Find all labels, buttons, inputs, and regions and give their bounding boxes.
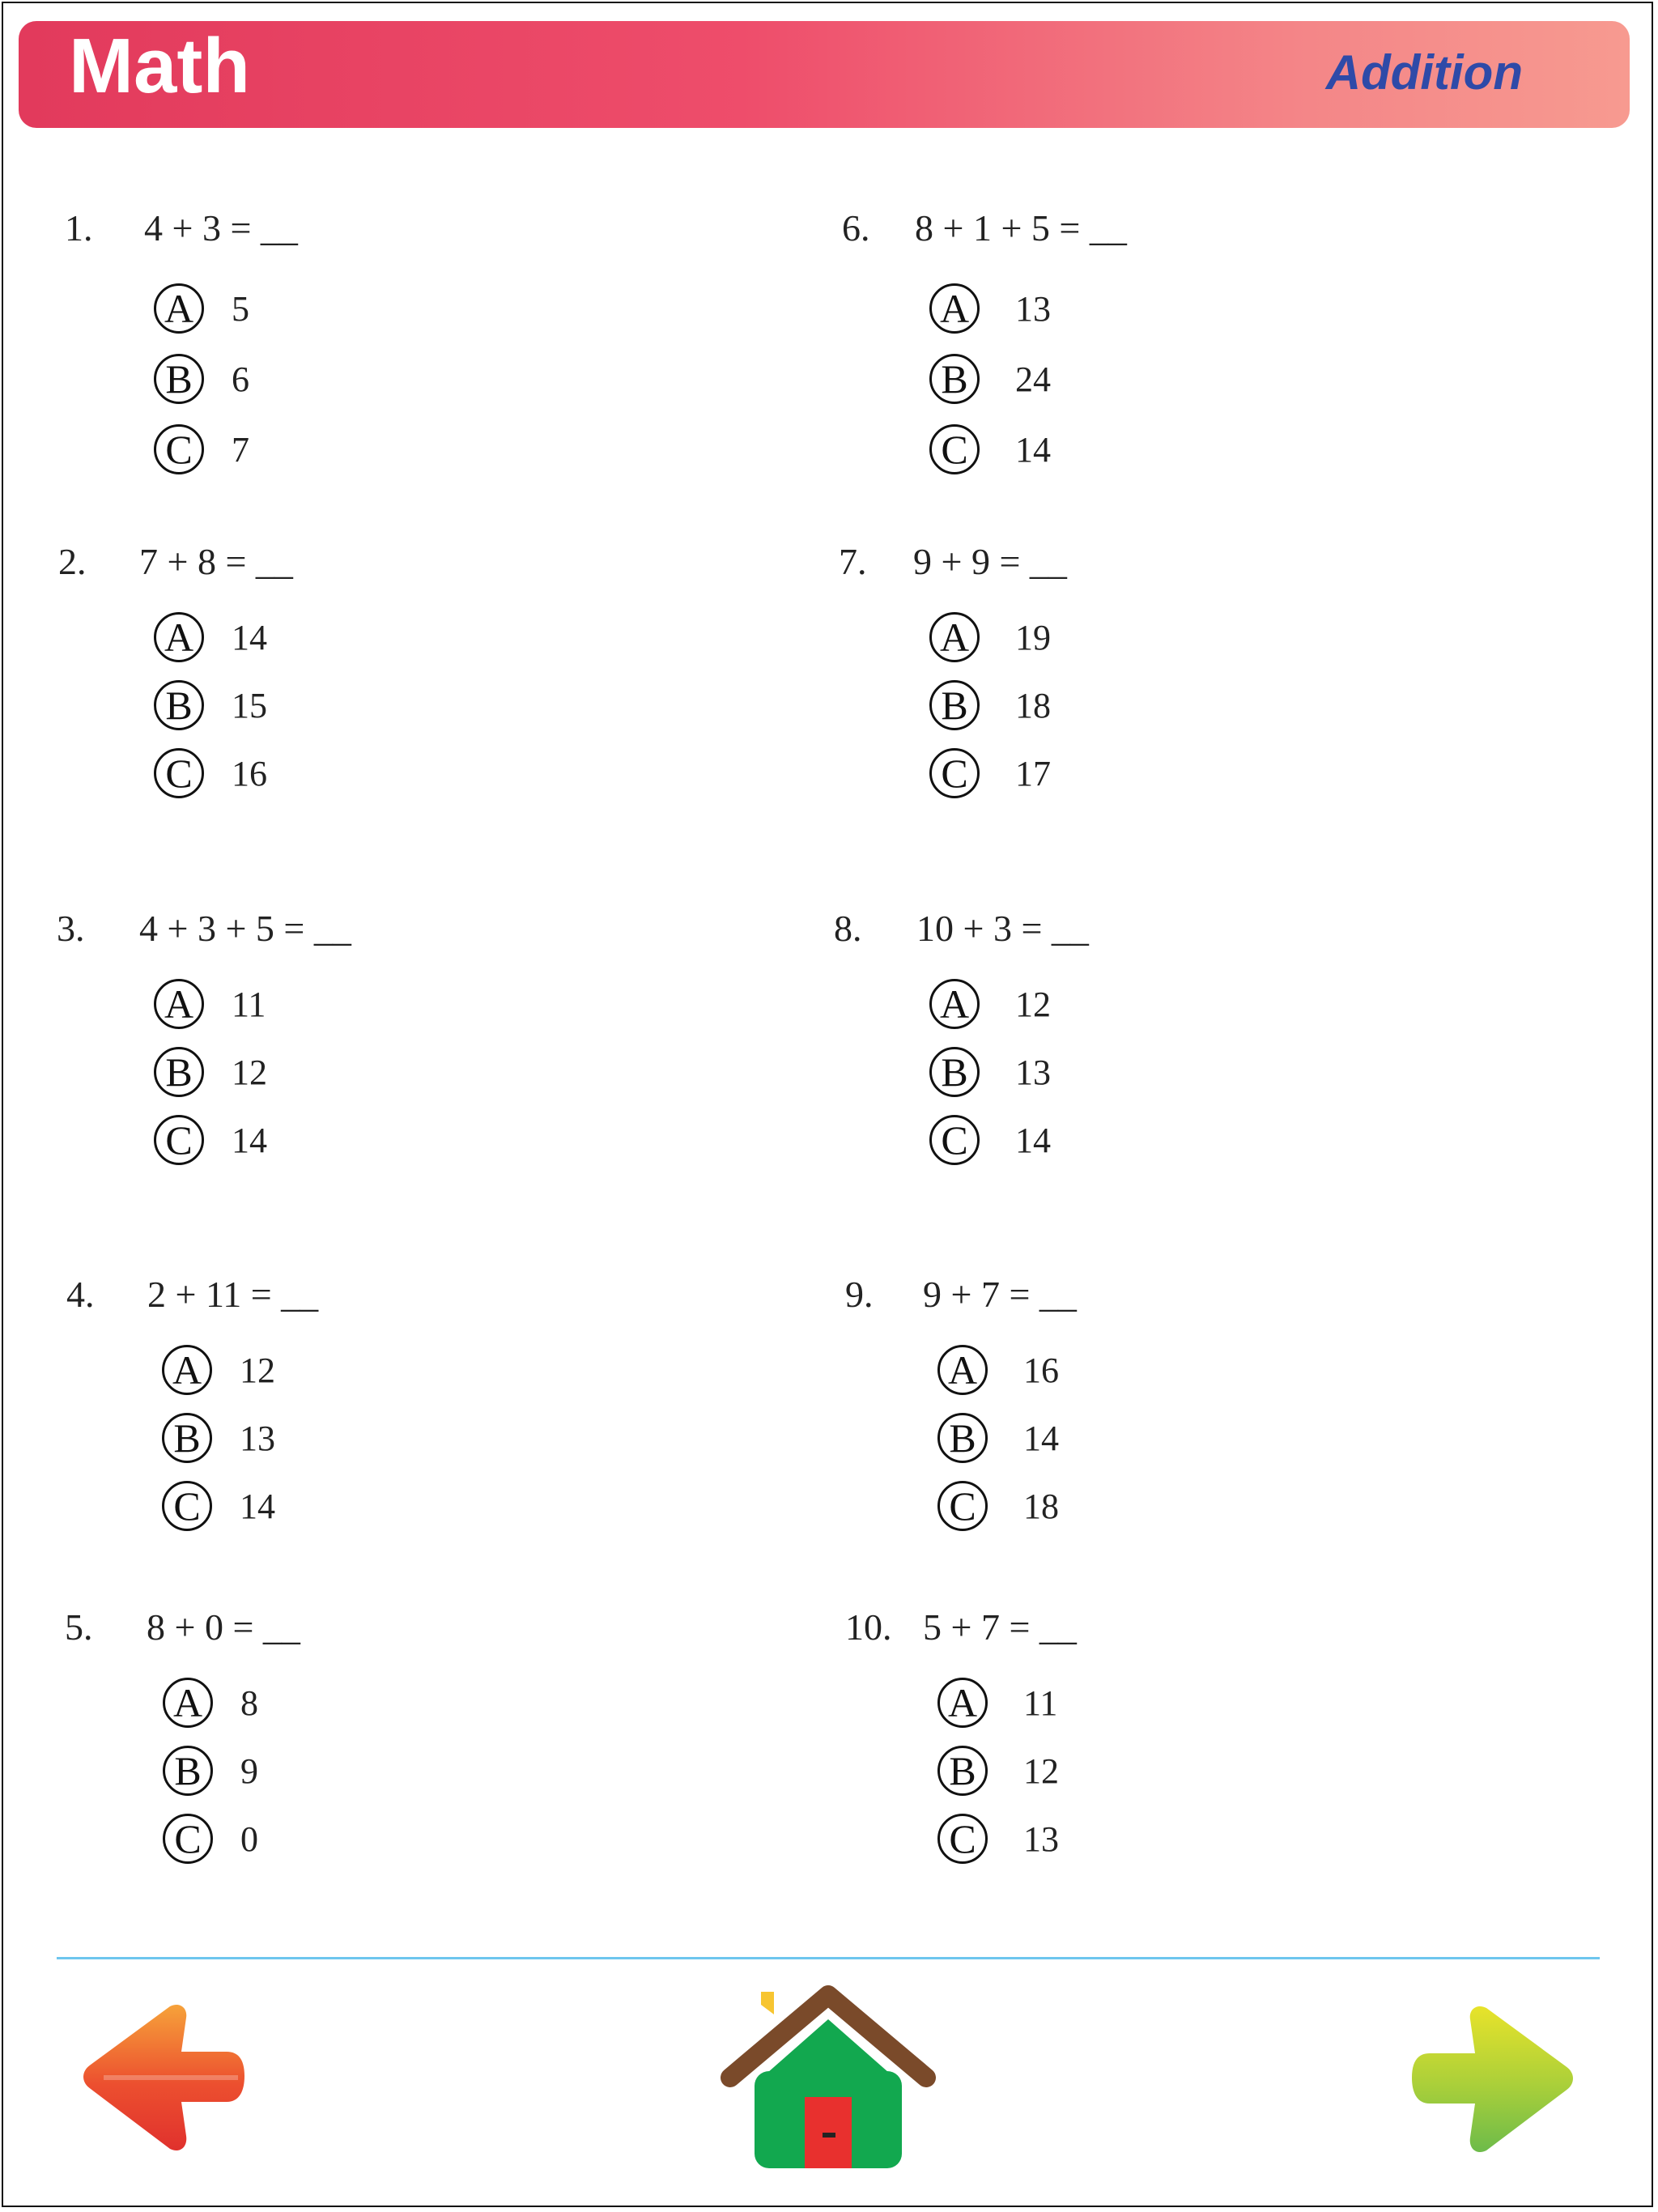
- back-button[interactable]: [79, 1998, 246, 2157]
- option-bubble[interactable]: B: [929, 354, 980, 404]
- option-a[interactable]: [929, 279, 1051, 338]
- question-stem: [839, 540, 1067, 583]
- option-bubble[interactable]: A: [154, 283, 204, 334]
- option-c[interactable]: [929, 1111, 1051, 1169]
- question-stem: [66, 1273, 318, 1316]
- option-bubble[interactable]: A: [937, 1345, 988, 1395]
- question-expression: 5 + 7 = __: [923, 1606, 1077, 1648]
- option-bubble[interactable]: A: [163, 1678, 213, 1728]
- option-c[interactable]: [929, 744, 1051, 802]
- option-value: 13: [1015, 1052, 1051, 1092]
- option-b[interactable]: [929, 1043, 1051, 1101]
- question-expression: 4 + 3 + 5 = __: [139, 908, 351, 949]
- option-bubble[interactable]: C: [929, 1115, 980, 1165]
- header-banner: [19, 21, 1630, 128]
- option-value: 8: [240, 1682, 258, 1723]
- option-value: 14: [1023, 1418, 1059, 1458]
- option-value: 14: [1015, 1120, 1051, 1160]
- option-value: 5: [232, 288, 249, 329]
- page-title: Math: [69, 23, 250, 109]
- question-7: [839, 540, 1567, 832]
- question-number: 4.: [66, 1274, 95, 1315]
- option-a[interactable]: [163, 1674, 258, 1732]
- option-value: 12: [1023, 1750, 1059, 1791]
- question-number: 2.: [58, 541, 87, 582]
- option-value: 13: [1015, 288, 1051, 329]
- option-a[interactable]: [154, 279, 249, 338]
- question-6: [842, 206, 1571, 498]
- option-value: 18: [1023, 1486, 1059, 1526]
- option-bubble[interactable]: C: [154, 424, 204, 474]
- option-bubble[interactable]: A: [154, 612, 204, 662]
- home-icon[interactable]: [719, 1982, 937, 2173]
- option-value: 16: [232, 753, 267, 793]
- option-bubble[interactable]: C: [154, 1115, 204, 1165]
- option-bubble[interactable]: B: [154, 354, 204, 404]
- option-a[interactable]: [929, 975, 1051, 1033]
- option-b[interactable]: [937, 1742, 1059, 1800]
- option-bubble[interactable]: C: [937, 1481, 988, 1531]
- option-value: 15: [232, 685, 267, 725]
- question-8: [834, 907, 1562, 1198]
- option-a[interactable]: [937, 1674, 1057, 1732]
- option-b[interactable]: [154, 350, 249, 408]
- option-value: 14: [1015, 429, 1051, 470]
- option-bubble[interactable]: B: [154, 680, 204, 730]
- next-button[interactable]: [1410, 2000, 1577, 2159]
- question-expression: 9 + 9 = __: [913, 541, 1067, 582]
- option-value: 12: [240, 1350, 275, 1390]
- question-stem: [845, 1273, 1077, 1316]
- question-expression: 9 + 7 = __: [923, 1274, 1077, 1315]
- question-stem: [65, 1606, 300, 1648]
- option-value: 0: [240, 1819, 258, 1859]
- option-bubble[interactable]: B: [937, 1413, 988, 1463]
- option-value: 13: [240, 1418, 275, 1458]
- option-b[interactable]: [154, 676, 267, 734]
- question-5: [65, 1606, 793, 1897]
- option-c[interactable]: [154, 420, 249, 479]
- option-b[interactable]: [163, 1742, 258, 1800]
- option-b[interactable]: [929, 350, 1051, 408]
- question-2: [58, 540, 787, 832]
- option-value: 18: [1015, 685, 1051, 725]
- option-value: 12: [232, 1052, 267, 1092]
- option-bubble[interactable]: B: [154, 1047, 204, 1097]
- question-number: 10.: [845, 1606, 892, 1648]
- option-c[interactable]: [937, 1477, 1059, 1535]
- option-bubble[interactable]: C: [163, 1814, 213, 1864]
- question-stem: [834, 907, 1089, 950]
- question-number: 5.: [65, 1606, 93, 1648]
- question-expression: 2 + 11 = __: [147, 1274, 319, 1315]
- option-value: 7: [232, 429, 249, 470]
- question-3: [57, 907, 785, 1198]
- question-4: [66, 1273, 795, 1564]
- option-value: 14: [232, 617, 267, 657]
- option-bubble[interactable]: A: [929, 979, 980, 1029]
- option-value: 14: [240, 1486, 275, 1526]
- question-stem: [842, 206, 1127, 249]
- topic-label: Addition: [1325, 45, 1523, 100]
- option-b[interactable]: [929, 676, 1051, 734]
- option-c[interactable]: [154, 1111, 267, 1169]
- question-10: [845, 1606, 1574, 1897]
- option-value: 24: [1015, 359, 1051, 399]
- option-value: 17: [1015, 753, 1051, 793]
- question-1: [65, 206, 793, 498]
- question-stem: [845, 1606, 1077, 1648]
- option-c[interactable]: [162, 1477, 275, 1535]
- question-number: 3.: [57, 908, 85, 949]
- question-stem: [57, 907, 351, 950]
- option-value: 9: [240, 1750, 258, 1791]
- option-b[interactable]: [154, 1043, 267, 1101]
- option-a[interactable]: [937, 1341, 1059, 1399]
- question-9: [845, 1273, 1574, 1564]
- question-stem: [65, 206, 298, 249]
- option-bubble[interactable]: A: [929, 612, 980, 662]
- right-arrow-icon[interactable]: [1410, 2000, 1577, 2159]
- option-bubble[interactable]: B: [163, 1746, 213, 1796]
- option-bubble[interactable]: B: [929, 1047, 980, 1097]
- option-value: 6: [232, 359, 249, 399]
- option-bubble[interactable]: C: [929, 748, 980, 798]
- option-bubble[interactable]: C: [162, 1481, 212, 1531]
- option-bubble[interactable]: B: [937, 1746, 988, 1796]
- option-a[interactable]: [162, 1341, 275, 1399]
- option-a[interactable]: [154, 975, 266, 1033]
- option-bubble[interactable]: A: [154, 979, 204, 1029]
- question-number: 6.: [842, 207, 870, 249]
- option-bubble[interactable]: B: [929, 680, 980, 730]
- question-expression: 10 + 3 = __: [916, 908, 1089, 949]
- option-value: 14: [232, 1120, 267, 1160]
- left-arrow-icon[interactable]: [79, 1998, 246, 2157]
- option-c[interactable]: [163, 1810, 258, 1868]
- option-bubble[interactable]: A: [162, 1345, 212, 1395]
- option-bubble[interactable]: C: [154, 748, 204, 798]
- question-number: 7.: [839, 541, 867, 582]
- option-bubble[interactable]: B: [162, 1413, 212, 1463]
- option-c[interactable]: [937, 1810, 1059, 1868]
- option-b[interactable]: [937, 1409, 1059, 1467]
- question-expression: 8 + 1 + 5 = __: [915, 207, 1127, 249]
- question-number: 8.: [834, 908, 862, 949]
- question-expression: 7 + 8 = __: [139, 541, 293, 582]
- home-button[interactable]: [719, 1982, 937, 2173]
- option-value: 19: [1015, 617, 1051, 657]
- footer-divider: [57, 1957, 1600, 1959]
- question-number: 9.: [845, 1274, 874, 1315]
- option-value: 12: [1015, 984, 1051, 1024]
- option-c[interactable]: [929, 420, 1051, 479]
- option-value: 11: [1023, 1682, 1058, 1723]
- option-bubble[interactable]: A: [937, 1678, 988, 1728]
- option-a[interactable]: [929, 608, 1051, 666]
- option-a[interactable]: [154, 608, 267, 666]
- question-expression: 8 + 0 = __: [147, 1606, 300, 1648]
- option-value: 13: [1023, 1819, 1059, 1859]
- option-c[interactable]: [154, 744, 267, 802]
- option-value: 11: [232, 984, 266, 1024]
- option-bubble[interactable]: A: [929, 283, 980, 334]
- option-value: 16: [1023, 1350, 1059, 1390]
- question-stem: [58, 540, 293, 583]
- option-bubble[interactable]: C: [937, 1814, 988, 1864]
- option-bubble[interactable]: C: [929, 424, 980, 474]
- question-expression: 4 + 3 = __: [144, 207, 298, 249]
- question-number: 1.: [65, 207, 93, 249]
- option-b[interactable]: [162, 1409, 275, 1467]
